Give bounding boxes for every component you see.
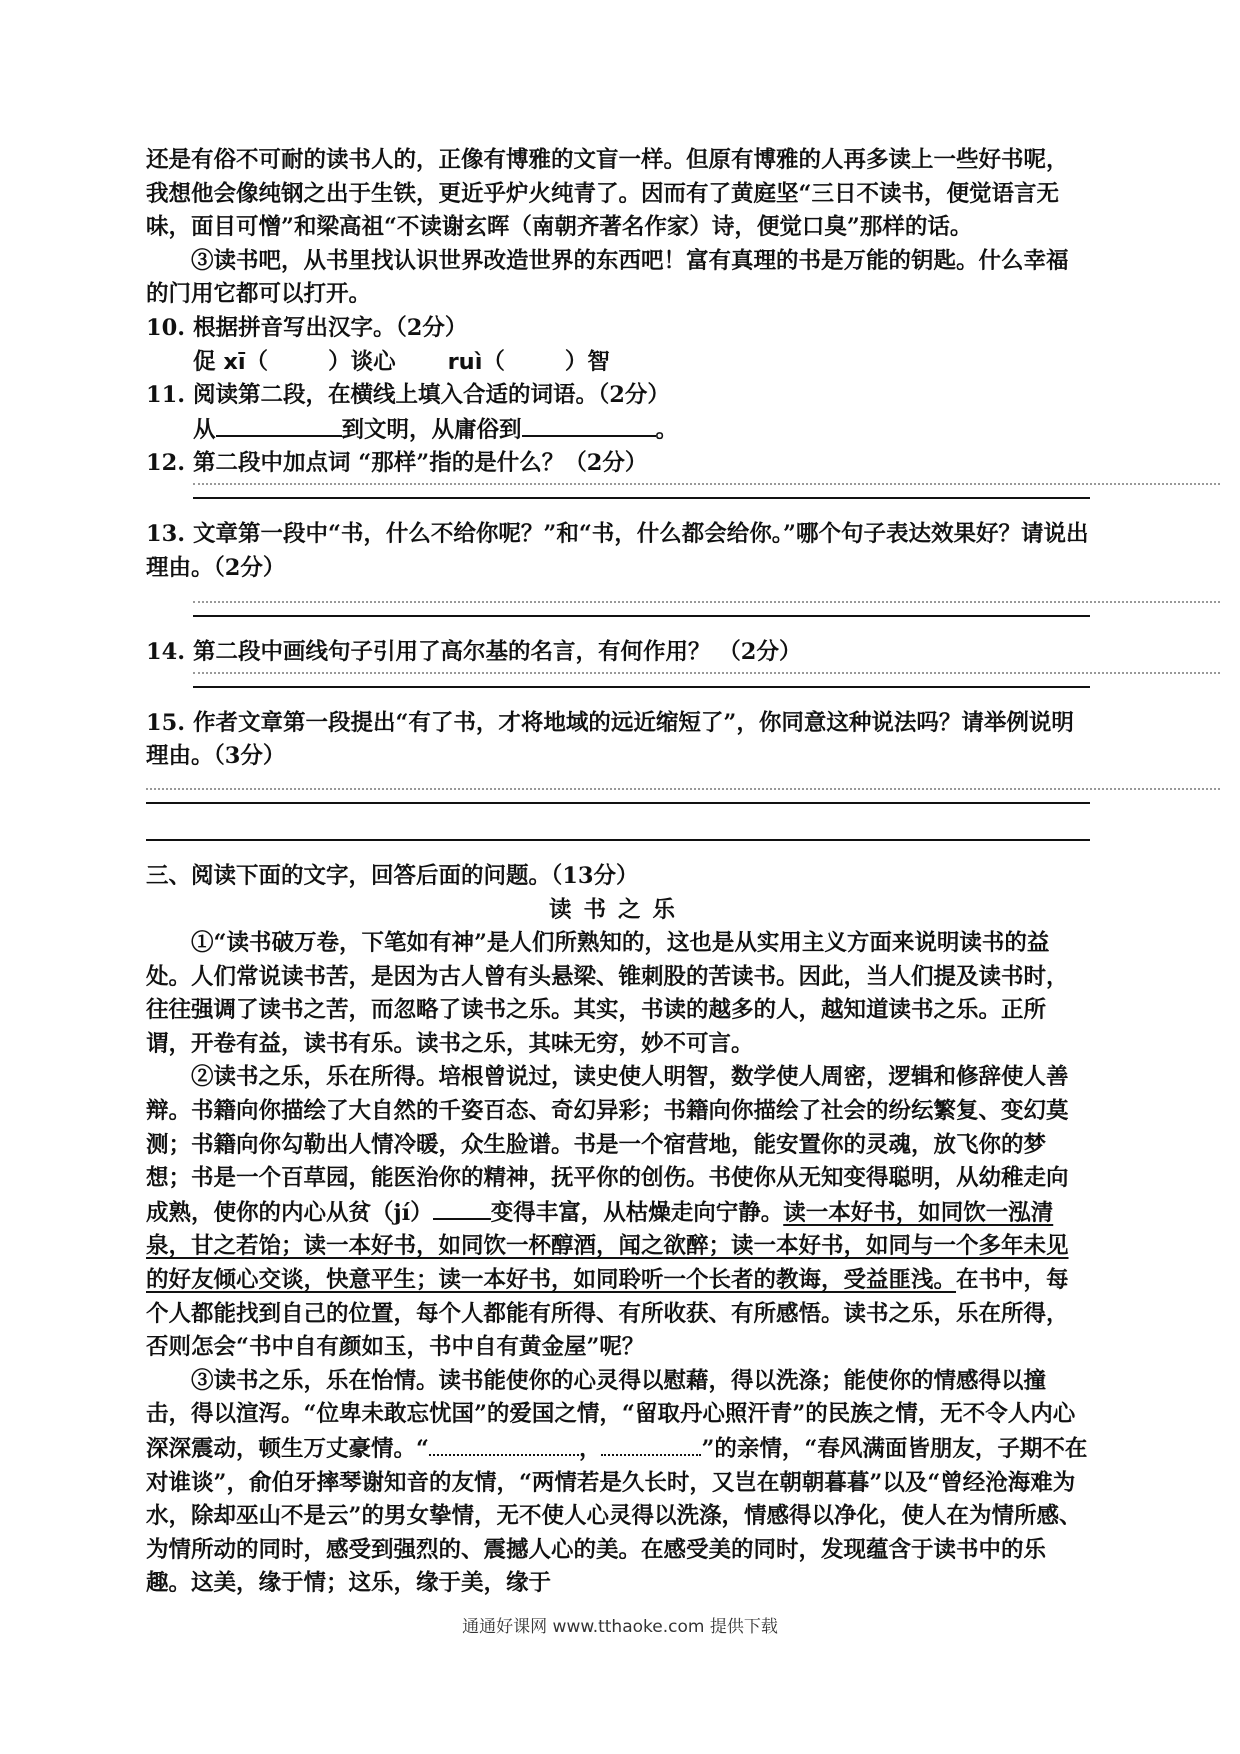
answer-blank[interactable] [601, 1432, 701, 1456]
answer-blank[interactable] [433, 1196, 491, 1220]
passage-paragraph-2-end: 还是有俗不可耐的读书人的，正像有博雅的文盲一样。但原有博雅的人再多读上一些好书呢，我想他会像纯钢之出于生铁，更近乎炉火纯青了。因而有了黄庭坚“三日不读书，便觉语言无味，面目可憎”和梁高祖“不读谢玄晖（南朝齐著名作家）诗，便觉口臭”那样的话。 [146, 147, 1069, 241]
answer-line[interactable] [193, 615, 1090, 618]
answer-line[interactable] [146, 802, 1090, 805]
answer-blank[interactable] [216, 413, 342, 437]
answer-blank[interactable] [522, 413, 656, 437]
question-11: 11. 阅读第二段，在横线上填入合适的词语。（2分） [146, 382, 670, 409]
question-10: 10. 根据拼音写出汉字。（2分） [146, 314, 468, 341]
article-paragraph-3: ③读书之乐，乐在怡情。读书能使你的心灵得以慰藉，得以洗涤；能使你的情感得以撞击，得以渲泻。“位卑未敢忘忧国”的爱国之情，“留取丹心照汗青”的民族之情，无不令人内心深深震动，顿生万丈豪情。“ ， ”的亲情，“春风满面皆朋友，子期不在对谁谈”，俞伯牙摔琴谢知音的友情，“两情若是久长时，又岂在朝朝暮暮”以及“曾经沧海难为水，除却巫山不是云”的男女挚情，无不使人心灵得以洗涤，情感得以净化，使人在为情所感、为情所动的同时，感受到强烈的、震撼人心的美。在感受美的同时，发现蕴含于读书中的乐趣。这美，缘于情；这乐，缘于美，缘于 [146, 1367, 1088, 1597]
question-12: 12. 第二段中加点词 “那样”指的是什么？（2分） [146, 450, 648, 477]
page-footer: 通通好课网 www.tthaoke.com 提供下载 [462, 1617, 778, 1637]
answer-line[interactable] [146, 839, 1090, 842]
passage-paragraph-3: ③读书吧，从书里找认识世界改造世界的东西吧！富有真理的书是万能的钥匙。什么幸福的门用它都可以打开。 [146, 247, 1069, 308]
exam-page [146, 144, 1090, 1601]
question-15: 15. 作者文章第一段提出“有了书，才将地域的远近缩短了”，你同意这种说法吗？请举例说明理由。（3分） [146, 709, 1074, 770]
answer-line[interactable] [193, 497, 1090, 500]
section-3-heading: 三、阅读下面的文字，回答后面的问题。（13分） [146, 862, 639, 889]
article-title: 读书之乐 [548, 896, 687, 923]
question-13: 13. 文章第一段中“书，什么不给你呢？”和“书，什么都会给你。”哪个句子表达效果好？请说出理由。（2分） [146, 520, 1089, 581]
underlined-sentence: 读一本好书，如同饮一泓清泉，甘之若饴；读一本好书，如同饮一杯醇酒，闻之欲醉；读一本好书，如同与一个多年未见的好友倾心交谈，快意平生；读一本好书，如同聆听一个长者的教诲，受益匪浅。 [146, 1199, 1069, 1294]
question-11-blanks: 从 到文明，从庸俗到 。 [146, 413, 1090, 448]
article-paragraph-2: ②读书之乐，乐在所得。培根曾说过，读史使人明智，数学使人周密，逻辑和修辞使人善辩。书籍向你描绘了大自然的千姿百态、奇幻异彩；书籍向你描绘了社会的纷纭繁复、变幻莫测；书籍向你勾勒出人情冷暖，众生脸谱。书是一个宿营地，能安置你的灵魂，放飞你的梦想；书是一个百草园，能医治你的精神，抚平你的创伤。书使你从无知变得聪明，从幼稚走向成熟，使你的内心从贫（jí） 变得丰富，从枯燥走向宁静。读一本好书，如同饮一泓清泉，甘之若饴；读一本好书，如同饮一杯醇酒，闻之欲醉；读一本好书，如同与一个多年未见的好友倾心交谈，快意平生；读一本好书，如同聆听一个长者的教诲，受益匪浅。在书中，每个人都能找到自己的位置，每个人都能有所得、有所收获、有所感悟。读书之乐，乐在所得，否则怎会“书中自有颜如玉，书中自有黄金屋”呢？ [146, 1064, 1069, 1361]
answer-blank[interactable] [429, 1432, 579, 1456]
article-paragraph-1: ①“读书破万卷，下笔如有神”是人们所熟知的，这也是从实用主义方面来说明读书的益处。人们常说读书苦，是因为古人曾有头悬梁、锥刺股的苦读书。因此，当人们提及读书时，往往强调了读书之苦，而忽略了读书之乐。其实，书读的越多的人，越知道读书之乐。正所谓，开卷有益，读书有乐。读书之乐，其味无穷，妙不可言。 [146, 930, 1069, 1057]
question-14: 14. 第二段中画线句子引用了高尔基的名言，有何作用？ （2分） [146, 639, 802, 666]
answer-line[interactable] [193, 686, 1090, 689]
question-10-blanks: 促 xī（ ）谈心 ruì（ ）智 [193, 348, 610, 375]
